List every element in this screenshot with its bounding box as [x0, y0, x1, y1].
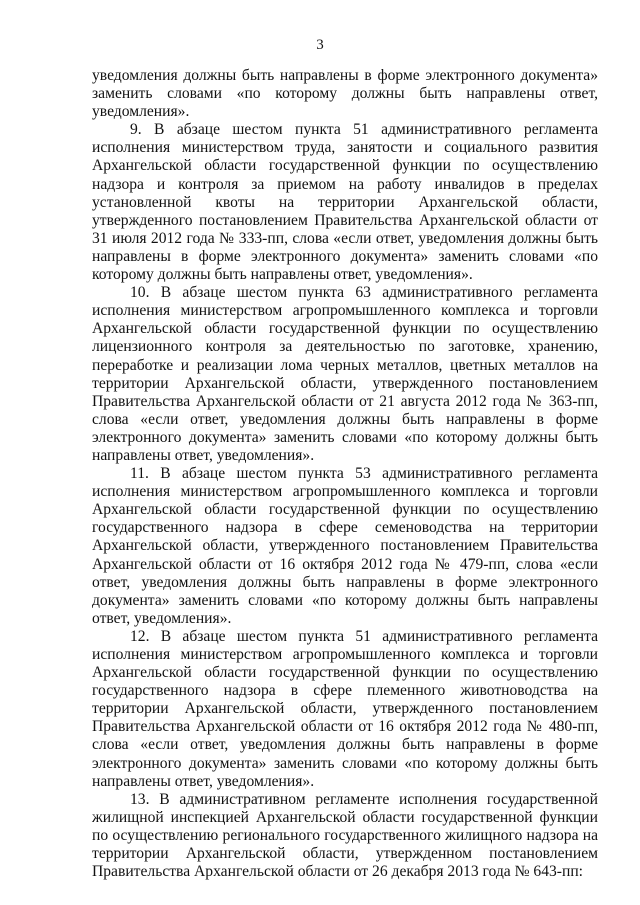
- document-body: [92, 67, 598, 881]
- paragraph-item-13: 13. В административном регламенте исполнения государственной жилищной инспекцией Архангельской области государственной функции по осуществлению регионального государственного жилищного надзора на территории Архангельской области, утвержденном постановлением Правительства Архангельской области от 26 декабря 2013 года № 643-пп:: [92, 790, 598, 881]
- paragraph-item-9: 9. В абзаце шестом пункта 51 административного регламента исполнения министерством труда, занятости и социального развития Архангельской области государственной функции по осуществлению надзора и контроля за приемом на работу инвалидов в пределах установленной квоты на территории Архангельской области, утвержденного постановлением Правительства Архангельской области от 31 июля 2012 года № 333-пп, слова «если ответ, уведомления должны быть направлены в форме электронного документа» заменить словами «по которому должны быть направлены ответ, уведомления».: [92, 121, 598, 284]
- paragraph-item-11: 11. В абзаце шестом пункта 53 административного регламента исполнения министерством агропромышленного комплекса и торговли Архангельской области государственной функции по осуществлению государственного надзора в сфере семеноводства на территории Архангельской области, утвержденного постановлением Правительства Архангельской области от 16 октября 2012 года № 479-пп, слова «если ответ, уведомления должны быть направлены в форме электронного документа» заменить словами «по которому должны быть направлены ответ, уведомления».: [92, 465, 598, 627]
- page-number: 3: [316, 37, 324, 53]
- paragraph-continuation: уведомления должны быть направлены в форме электронного документа» заменить словами «по которому должны быть направлены ответ, уведомления».: [92, 67, 598, 121]
- paragraph-item-12: 12. В абзаце шестом пункта 51 административного регламента исполнения министерством агропромышленного комплекса и торговли Архангельской области государственной функции по осуществлению государственного надзора в сфере племенного животноводства на территории Архангельской области, утвержденного постановлением Правительства Архангельской области от 16 октября 2012 года № 480-пп, слова «если ответ, уведомления должны быть направлены в форме электронного документа» заменить словами «по которому должны быть направлены ответ, уведомления».: [92, 627, 598, 790]
- paragraph-item-10: 10. В абзаце шестом пункта 63 административного регламента исполнения министерством агропромышленного комплекса и торговли Архангельской области государственной функции по осуществлению лицензионного контроля за деятельностью по заготовке, хранению, переработке и реализации лома черных металлов, цветных металлов на территории Архангельской области, утвержденного постановлением Правительства Архангельской области от 21 августа 2012 года № 363-пп, слова «если ответ, уведомления должны быть направлены в форме электронного документа» заменить словами «по которому должны быть направлены ответ, уведомления».: [92, 284, 598, 464]
